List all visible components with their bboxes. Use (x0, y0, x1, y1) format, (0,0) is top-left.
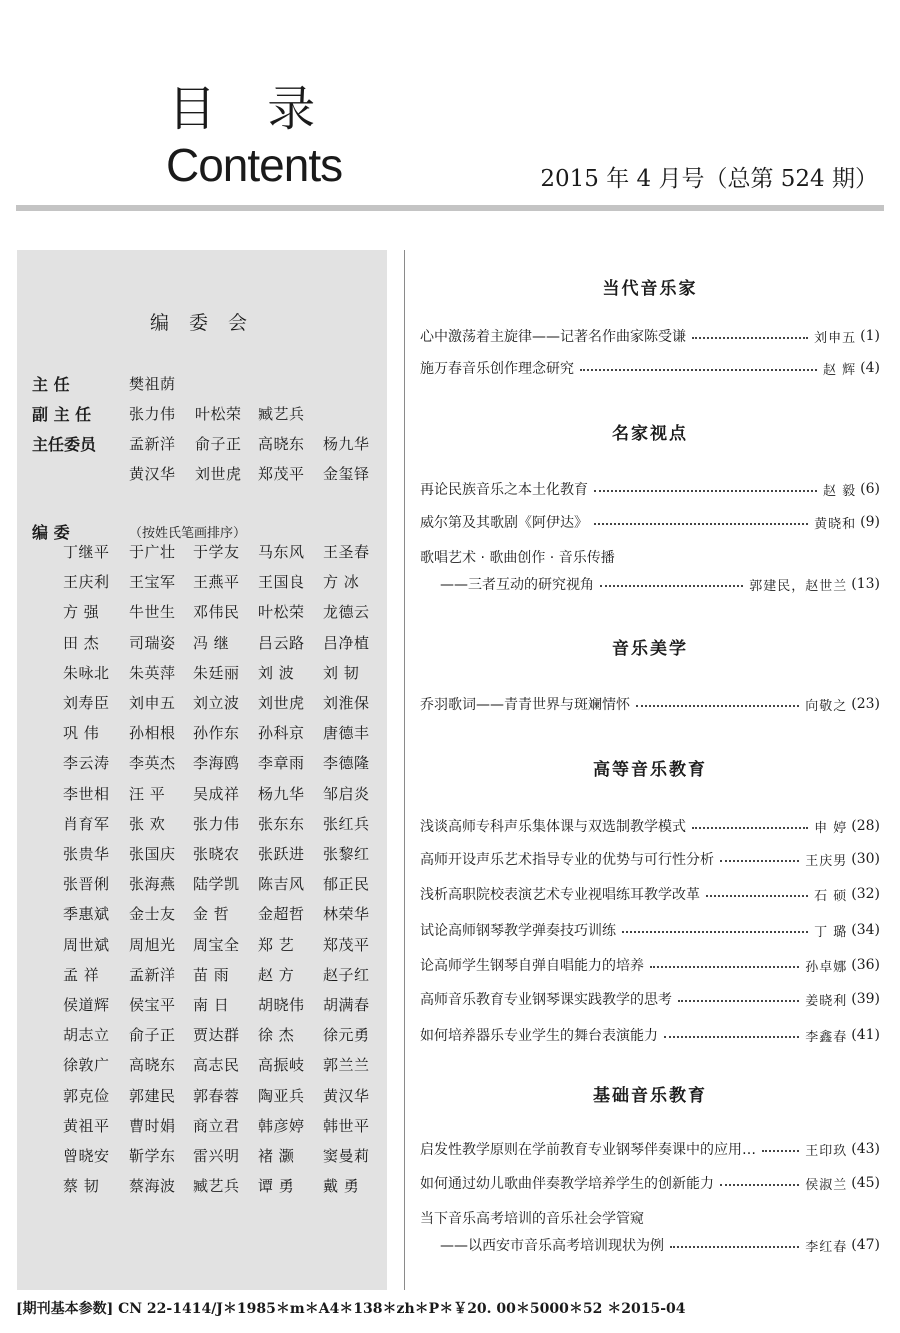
member-name: 王燕平 (193, 573, 240, 592)
member-name: 孙作东 (193, 724, 240, 743)
member-name: 郭克俭 (63, 1086, 110, 1105)
toc-entry-title[interactable]: 歌唱艺术 · 歌曲创作 · 音乐传播 (420, 550, 615, 566)
member-name: 侯道辉 (63, 996, 110, 1014)
member-name: 徐 杰 (258, 1026, 295, 1045)
member-name: 徐敦广 (63, 1056, 110, 1075)
leader-dots (650, 966, 799, 968)
member-name: 苗 雨 (193, 965, 230, 984)
director-label: 主 任 (32, 375, 70, 394)
toc-entry-title: 威尔第及其歌剧《阿伊达》 (420, 515, 588, 531)
member-name: 杨九华 (258, 784, 305, 803)
member-name: 郭兰兰 (323, 1056, 370, 1075)
member-name: 于广壮 (129, 543, 176, 561)
member-name: 张海燕 (129, 875, 176, 894)
member-name: 靳学东 (129, 1147, 176, 1165)
toc-entry-title: 论高师学生钢琴自弹自唱能力的培养 (420, 958, 644, 974)
member-name: 李德隆 (323, 754, 370, 773)
member-name: 张红兵 (323, 814, 370, 833)
toc-entry[interactable] (420, 954, 880, 976)
member-name: 张东东 (258, 814, 305, 833)
member-name: 胡晓伟 (258, 996, 305, 1014)
toc-entry-page: (39) (851, 991, 880, 1007)
member-name: 刘淮保 (323, 694, 370, 712)
leader-dots (600, 585, 743, 587)
board-heading: 编 委 会 (149, 312, 255, 334)
toc-entry-author: 向敬之 (805, 698, 848, 714)
toc-entry-author: 孙卓娜 (805, 959, 848, 975)
toc-entry-title: 浅析高职院校表演艺术专业视唱练耳教学改革 (420, 887, 700, 903)
toc-entry[interactable] (420, 1024, 880, 1046)
member-name: 张跃进 (258, 845, 305, 863)
toc-entry-page: (43) (851, 1141, 880, 1157)
toc-entry-author: 李鑫春 (805, 1029, 848, 1045)
page-title: 目 录 (168, 81, 334, 137)
members-sort-note: （按姓氏笔画排序） (129, 526, 247, 541)
member-name: 王宝军 (129, 573, 176, 592)
member-name: 王圣春 (323, 543, 370, 561)
member-name: 李海鸥 (193, 754, 240, 773)
leader-dots (594, 490, 817, 492)
member-name: 李英杰 (129, 754, 176, 773)
member-name: 孟 祥 (63, 965, 100, 984)
toc-entry-author: 郭建民，赵世兰 (749, 578, 848, 594)
member-name: 褚 灏 (258, 1147, 295, 1165)
toc-entry-title: 再论民族音乐之本土化教育 (420, 482, 588, 498)
members-label: 编 委 (32, 523, 70, 542)
toc-entry[interactable] (420, 511, 880, 533)
member-name: 曾晓安 (63, 1147, 110, 1165)
toc-entry-page: (47) (851, 1237, 880, 1253)
toc-entry-title: 高师开设声乐艺术指导专业的优势与可行性分析 (420, 852, 714, 868)
toc-entry-author: 侯淑兰 (805, 1177, 848, 1193)
member-name: 方 冰 (323, 573, 360, 592)
member-name: 蔡 韧 (63, 1177, 100, 1196)
editorial-board-panel (17, 250, 387, 1290)
toc-entry-author: 李红春 (805, 1239, 848, 1255)
section-heading: 高等音乐教育 (593, 760, 707, 780)
member-name: 朱英萍 (129, 663, 176, 682)
member-name: 孟新洋 (129, 965, 176, 984)
member-name: 刘寿臣 (63, 694, 110, 712)
member-name: 孙科京 (258, 724, 305, 743)
member-name: 侯宝平 (129, 996, 176, 1014)
toc-entry-page: (23) (851, 696, 880, 712)
toc-entry[interactable] (420, 693, 880, 715)
member-name: 郑 艺 (258, 935, 295, 954)
toc-entry-page: (13) (851, 576, 880, 592)
toc-entry-title: 心中激荡着主旋律——记著名作曲家陈受谦 (420, 329, 686, 345)
toc-entry-title: 启发性教学原则在学前教育专业钢琴伴奏课中的应用… (420, 1142, 756, 1158)
toc-entry-subtitle: ——三者互动的研究视角 (440, 577, 594, 593)
member-name: 郭春蓉 (193, 1086, 240, 1105)
member-name: 巩 伟 (63, 724, 100, 743)
member-name: 雷兴明 (193, 1147, 240, 1165)
member-name: 商立君 (193, 1116, 240, 1135)
member-name: 张贵华 (63, 845, 110, 863)
member-name: 林荣华 (323, 905, 370, 924)
leader-dots (622, 931, 808, 933)
toc-entry[interactable] (420, 1138, 880, 1160)
toc-entry-author: 姜晓利 (805, 993, 848, 1009)
toc-entry-title: 浅谈高师专科声乐集体课与双选制教学模式 (420, 819, 686, 835)
member-name: 高晓东 (129, 1056, 176, 1075)
member-name: 龙德云 (323, 603, 370, 622)
board-name: 樊祖荫 (129, 375, 176, 393)
toc-entry-subtitle: ——以西安市音乐高考培训现状为例 (440, 1238, 664, 1254)
member-name: 司瑞姿 (129, 633, 176, 652)
member-name: 郁正民 (323, 875, 370, 894)
page-title-english: Contents (166, 139, 343, 191)
toc-entry-author: 石 硕 (814, 888, 848, 904)
deputy-director-label: 副 主 任 (32, 405, 92, 424)
member-name: 唐德丰 (323, 724, 370, 743)
member-name: 张力伟 (193, 814, 240, 833)
member-name: 马东风 (258, 543, 305, 561)
member-name: 黄祖平 (63, 1116, 110, 1135)
member-name: 韩世平 (323, 1116, 370, 1135)
board-name: 叶松荣 (195, 405, 242, 423)
member-name: 张晋俐 (63, 875, 110, 894)
member-name: 于学友 (193, 543, 240, 561)
section-heading: 基础音乐教育 (593, 1086, 707, 1106)
toc-entry-author: 王印玖 (805, 1143, 848, 1159)
toc-entry-author: 申 婷 (814, 820, 848, 836)
member-name: 李世相 (63, 784, 110, 803)
leader-dots (692, 337, 808, 339)
member-name: 张国庆 (129, 845, 176, 863)
member-name: 田 杰 (63, 633, 100, 652)
member-name: 窦曼莉 (323, 1147, 370, 1165)
toc-entry[interactable] (420, 883, 880, 905)
leader-dots (594, 523, 808, 525)
board-name: 郑茂平 (258, 465, 305, 483)
toc-entry-title: 乔羽歌词——青青世界与斑斓情怀 (420, 697, 630, 713)
leader-dots (706, 895, 808, 897)
member-name: 金士友 (129, 905, 176, 924)
committee-label: 主任委员 (32, 435, 97, 454)
member-name: 郭建民 (129, 1086, 176, 1105)
member-name: 朱咏北 (63, 663, 110, 682)
toc-entry[interactable] (420, 848, 880, 870)
member-name: 胡满春 (323, 996, 370, 1014)
member-name: 孙相根 (129, 724, 176, 743)
board-name: 高晓东 (258, 435, 305, 453)
leader-dots (720, 1184, 799, 1186)
toc-entry-author: 刘申五 (814, 330, 857, 346)
member-name: 张晓农 (193, 845, 240, 863)
toc-entry[interactable] (440, 573, 880, 595)
leader-dots (720, 860, 799, 862)
toc-entry-page: (41) (851, 1027, 880, 1043)
board-name: 张力伟 (129, 405, 176, 423)
member-name: 韩彦婷 (258, 1116, 305, 1135)
column-divider (404, 250, 405, 1290)
member-name: 吴成祥 (193, 784, 240, 803)
toc-entry-page: (30) (851, 851, 880, 867)
toc-entry-author: 赵 辉 (823, 362, 857, 378)
toc-entry[interactable] (420, 988, 880, 1010)
member-name: 胡志立 (63, 1026, 110, 1045)
board-name: 金玺铎 (323, 465, 370, 483)
toc-entry-author: 王庆男 (805, 853, 848, 869)
member-name: 陈吉风 (258, 875, 305, 894)
toc-entry-title: 试论高师钢琴教学弹奏技巧训练 (420, 923, 616, 939)
board-name: 黄汉华 (129, 465, 176, 483)
member-name: 陆学凯 (193, 875, 240, 894)
toc-entry-page: (34) (851, 922, 880, 938)
member-name: 季惠斌 (63, 905, 110, 924)
member-name: 曹时娟 (129, 1116, 176, 1135)
toc-entry-page: (36) (851, 957, 880, 973)
member-name: 邹启炎 (323, 784, 370, 803)
member-name: 叶松荣 (258, 603, 305, 622)
member-name: 周世斌 (63, 935, 110, 954)
member-name: 刘 韧 (323, 663, 360, 682)
leader-dots (670, 1246, 799, 1248)
toc-entry-page: (28) (851, 818, 880, 834)
toc-entry-title: 高师音乐教育专业钢琴课实践教学的思考 (420, 992, 672, 1008)
member-name: 张 欢 (129, 814, 166, 833)
member-name: 谭 勇 (258, 1177, 295, 1196)
member-name: 赵子红 (323, 965, 370, 984)
member-name: 李章雨 (258, 754, 305, 773)
member-name: 蔡海波 (129, 1177, 176, 1196)
member-name: 刘立波 (193, 694, 240, 712)
toc-entry-author: 黄晓和 (814, 516, 857, 532)
section-heading: 音乐美学 (612, 639, 688, 659)
member-name: 王国良 (258, 573, 305, 592)
member-name: 牛世生 (129, 603, 176, 622)
member-name: 周宝全 (193, 935, 240, 954)
board-name: 臧艺兵 (258, 405, 305, 423)
leader-dots (664, 1036, 799, 1038)
board-name: 孟新洋 (129, 435, 176, 453)
member-name: 黄汉华 (323, 1086, 370, 1105)
member-name: 肖育军 (63, 814, 110, 833)
toc-entry[interactable] (420, 478, 880, 500)
member-name: 张黎红 (323, 845, 370, 863)
member-name: 李云涛 (63, 754, 110, 773)
toc-entry-page: (4) (860, 360, 880, 376)
member-name: 刘申五 (129, 694, 176, 712)
toc-entry-title: 如何培养器乐专业学生的舞台表演能力 (420, 1028, 658, 1044)
toc-entry[interactable] (420, 325, 880, 347)
toc-entry-page: (6) (860, 481, 880, 497)
leader-dots (678, 1000, 799, 1002)
toc-entry[interactable] (420, 357, 880, 379)
member-name: 丁继平 (63, 543, 110, 561)
toc-entry-page: (1) (860, 328, 880, 344)
leader-dots (762, 1150, 799, 1152)
member-name: 王庆利 (63, 573, 110, 592)
board-name: 俞子正 (195, 435, 242, 453)
board-name: 刘世虎 (195, 465, 242, 483)
member-name: 刘世虎 (258, 694, 305, 712)
toc-entry-title: 如何通过幼儿歌曲伴奏教学培养学生的创新能力 (420, 1176, 714, 1192)
toc-entry[interactable] (440, 1234, 880, 1256)
toc-entry-author: 赵 毅 (823, 483, 857, 499)
member-name: 俞子正 (129, 1026, 176, 1045)
member-name: 徐元勇 (323, 1026, 370, 1045)
member-name: 吕云路 (258, 633, 305, 652)
member-name: 金 哲 (193, 905, 230, 924)
member-name: 南 日 (193, 996, 230, 1014)
member-name: 高振岐 (258, 1056, 305, 1075)
toc-entry-title: 施万春音乐创作理念研究 (420, 361, 574, 377)
member-name: 郑茂平 (323, 935, 370, 954)
member-name: 赵 方 (258, 965, 295, 984)
member-name: 高志民 (193, 1056, 240, 1075)
issue-label: 2015 年 4 月号（总第 524 期） (540, 166, 878, 192)
member-name: 陶亚兵 (258, 1086, 305, 1105)
member-name: 刘 波 (258, 663, 295, 682)
leader-dots (692, 827, 808, 829)
journal-parameters: [期刊基本参数] CN 22-1414/J＊1985＊m＊A4＊138＊zh＊P＊￥20. 00＊5000＊52 ＊2015-04 (16, 1301, 686, 1317)
member-name: 戴 勇 (323, 1177, 360, 1196)
toc-entry[interactable] (420, 1172, 880, 1194)
member-name: 朱廷丽 (193, 663, 240, 682)
toc-entry-page: (32) (851, 886, 880, 902)
member-name: 冯 继 (193, 633, 230, 652)
member-name: 方 强 (63, 603, 100, 622)
leader-dots (580, 369, 817, 371)
member-name: 金超哲 (258, 905, 305, 924)
member-name: 臧艺兵 (193, 1177, 240, 1196)
member-name: 贾达群 (193, 1026, 240, 1045)
leader-dots (636, 705, 799, 707)
section-heading: 名家视点 (612, 424, 688, 444)
toc-entry-author: 丁 璐 (814, 924, 848, 940)
toc-entry[interactable] (420, 919, 880, 941)
board-name: 杨九华 (323, 435, 370, 453)
member-name: 周旭光 (129, 935, 176, 954)
header-divider (16, 205, 884, 211)
member-name: 汪 平 (129, 784, 166, 803)
toc-entry[interactable] (420, 815, 880, 837)
toc-entry-page: (45) (851, 1175, 880, 1191)
member-name: 邓伟民 (193, 603, 240, 622)
section-heading: 当代音乐家 (602, 279, 698, 299)
member-name: 吕净植 (323, 633, 370, 652)
toc-entry-title[interactable]: 当下音乐高考培训的音乐社会学管窥 (420, 1211, 644, 1227)
toc-entry-page: (9) (860, 514, 880, 530)
